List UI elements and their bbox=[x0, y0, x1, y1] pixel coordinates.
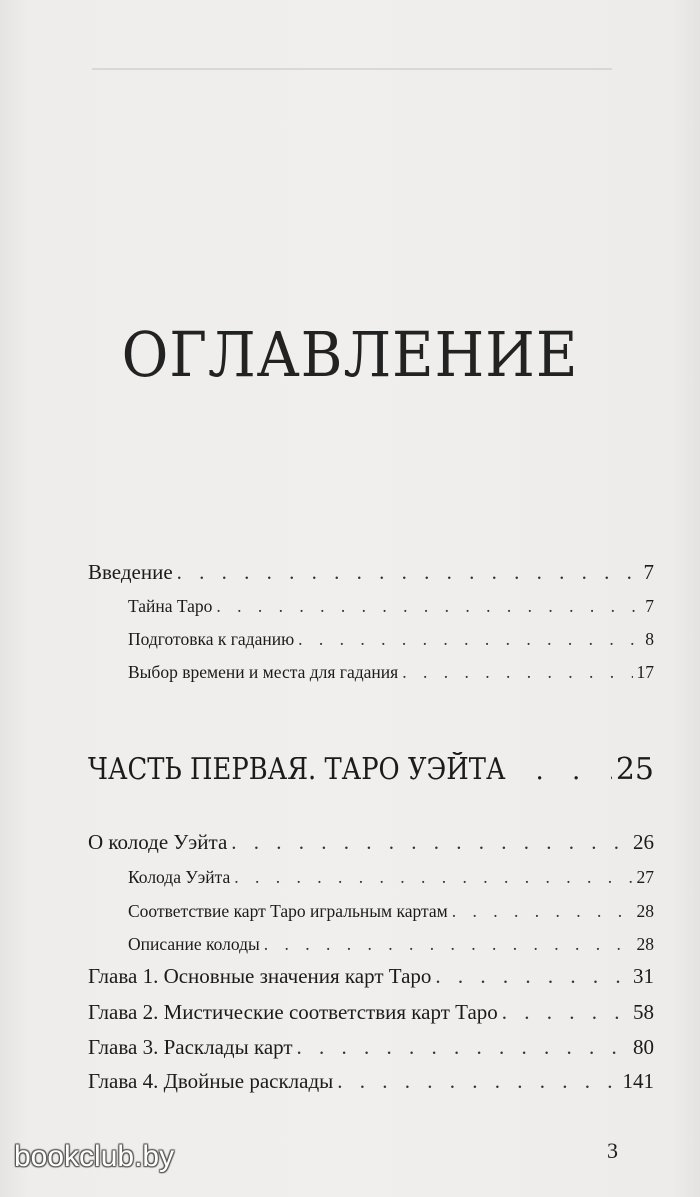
toc-entry-page: 28 bbox=[636, 901, 654, 921]
toc-part-one-heading[interactable] bbox=[88, 752, 654, 787]
dot-leader bbox=[264, 934, 633, 955]
toc-entry-label: Подготовка к гаданию bbox=[128, 629, 295, 649]
toc-entry-label: Соответствие карт Таро игральным картам bbox=[128, 901, 448, 921]
dot-leader bbox=[435, 964, 629, 989]
part-heading-page: 25 bbox=[615, 752, 654, 787]
toc-entry-page: 28 bbox=[636, 934, 654, 954]
toc-entry-chapter-3[interactable] bbox=[88, 1035, 654, 1060]
bleed-through-rule bbox=[92, 68, 612, 70]
toc-entry-tarot-mystery[interactable] bbox=[128, 596, 654, 617]
toc-entry-label: Тайна Таро bbox=[128, 596, 213, 616]
dot-leader bbox=[234, 867, 632, 888]
toc-entry-label: Описание колоды bbox=[128, 934, 260, 954]
toc-entry-deck-description[interactable] bbox=[128, 934, 654, 955]
toc-entry-page: 31 bbox=[633, 964, 654, 988]
toc-entry-label: Колода Уэйта bbox=[128, 867, 231, 887]
toc-entry-introduction[interactable] bbox=[88, 560, 654, 585]
toc-entry-label: Выбор времени и места для гадания bbox=[128, 662, 399, 682]
page-number: 3 bbox=[607, 1138, 618, 1163]
dot-leader bbox=[337, 1069, 618, 1094]
toc-entry-label: Глава 3. Расклады карт bbox=[88, 1035, 293, 1059]
toc-entry-time-place[interactable] bbox=[128, 662, 654, 683]
dot-leader bbox=[536, 756, 612, 786]
toc-entry-page: 80 bbox=[633, 1035, 654, 1059]
dot-leader bbox=[502, 1000, 629, 1025]
toc-entry-chapter-4[interactable] bbox=[88, 1069, 654, 1094]
toc-entry-label: Глава 2. Мистические соответствия карт Таро bbox=[88, 1000, 498, 1024]
toc-entry-label: Введение bbox=[88, 560, 173, 584]
toc-entry-page: 8 bbox=[645, 629, 654, 649]
toc-entry-page: 7 bbox=[645, 596, 654, 616]
toc-entry-waite-deck[interactable] bbox=[128, 867, 654, 888]
dot-leader bbox=[452, 901, 633, 922]
bleed-through-text bbox=[100, 120, 110, 167]
toc-entry-page: 58 bbox=[633, 1000, 654, 1024]
part-heading-label: ЧАСТЬ ПЕРВАЯ. ТАРО УЭЙТА bbox=[88, 752, 506, 787]
toc-entry-page: 141 bbox=[622, 1069, 654, 1093]
dot-leader bbox=[177, 560, 640, 585]
dot-leader bbox=[231, 830, 629, 855]
dot-leader bbox=[297, 1035, 629, 1060]
toc-entry-page: 27 bbox=[636, 867, 654, 887]
toc-entry-waite-deck-about[interactable] bbox=[88, 830, 654, 855]
toc-entry-label: Глава 4. Двойные расклады bbox=[88, 1069, 334, 1093]
dot-leader bbox=[216, 596, 641, 617]
toc-entry-label: Глава 1. Основные значения карт Таро bbox=[88, 964, 432, 988]
toc-entry-page: 26 bbox=[633, 830, 654, 854]
site-watermark: bookclub.by bbox=[14, 1140, 175, 1173]
toc-entry-correspondence[interactable] bbox=[128, 901, 654, 922]
toc-entry-label: О колоде Уэйта bbox=[88, 830, 228, 854]
dot-leader bbox=[402, 662, 632, 683]
toc-entry-chapter-2[interactable] bbox=[88, 1000, 654, 1025]
toc-entry-page: 7 bbox=[643, 560, 654, 584]
toc-entry-preparation[interactable] bbox=[128, 629, 654, 650]
toc-entry-chapter-1[interactable] bbox=[88, 964, 654, 989]
dot-leader bbox=[298, 629, 641, 650]
page-title: ОГЛАВЛЕНИЕ bbox=[121, 318, 579, 391]
toc-entry-page: 17 bbox=[636, 662, 654, 682]
